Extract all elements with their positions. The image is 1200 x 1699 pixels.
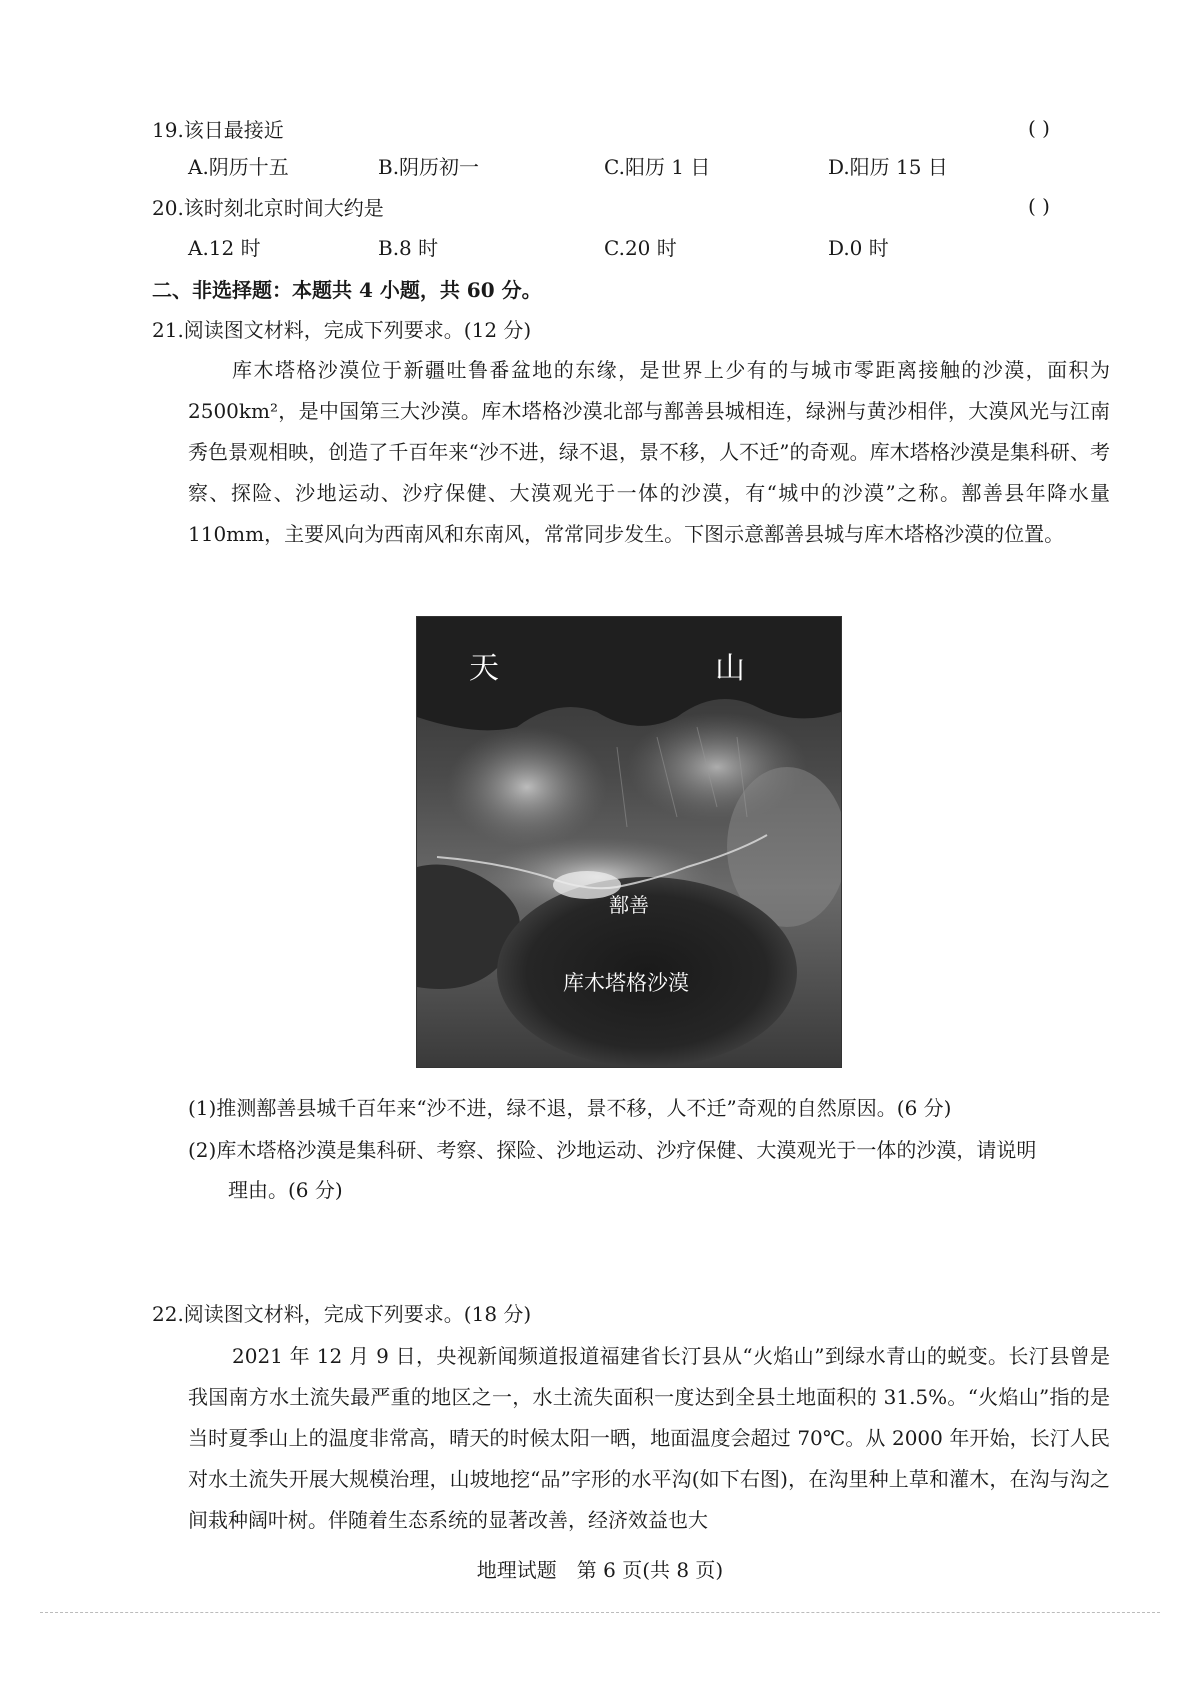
q20-option-a: A.12 时 — [188, 236, 261, 260]
q21-stem: 21.阅读图文材料，完成下列要求。(12 分) — [152, 318, 532, 342]
q20-option-b: B.8 时 — [378, 236, 439, 260]
page-footer: 地理试题 第 6 页(共 8 页) — [476, 1558, 724, 1582]
q19-option-b: B.阴历初一 — [378, 155, 480, 179]
satellite-map — [416, 616, 842, 1068]
q19-option-d: D.阳历 15 日 — [828, 155, 948, 179]
q19-option-a: A.阴历十五 — [188, 155, 289, 179]
q20-answer-bracket: ( ) — [1028, 194, 1050, 218]
q20-option-d: D.0 时 — [828, 236, 889, 260]
q21-sub-question-2: (2)库木塔格沙漠是集科研、考察、探险、沙地运动、沙疗保健、大漠观光于一体的沙漠，请说明 — [188, 1138, 1037, 1162]
map-label-shan: 山 — [715, 651, 745, 686]
q19-option-c: C.阳历 1 日 — [604, 155, 711, 179]
q21-material-text: 库木塔格沙漠位于新疆吐鲁番盆地的东缘，是世界上少有的与城市零距离接触的沙漠，面积为 2500km²，是中国第三大沙漠。库木塔格沙漠北部与鄯善县城相连，绿洲与黄沙相伴，大漠风光与江南秀色景观相映，创造了千百年来“沙不进，绿不退，景不移，人不迁”的奇观。库木塔格沙漠是集科研、考察、探险、沙地运动、沙疗保健、大漠观光于一体的沙漠，有“城中的沙漠”之称。鄯善县年降水量 110mm，主要风向为西南风和东南风，常常同步发生。下图示意鄯善县城与库木塔格沙漠的位置。 — [188, 358, 1110, 546]
footer-divider — [40, 1612, 1160, 1613]
q21-material — [188, 350, 1110, 555]
q22-stem: 22.阅读图文材料，完成下列要求。(18 分) — [152, 1302, 532, 1326]
q20-stem: 20.该时刻北京时间大约是 — [152, 196, 384, 220]
map-label-tian: 天 — [469, 651, 499, 686]
q19-stem: 19.该日最接近 — [152, 118, 284, 142]
q21-sub-question-2-cont: 理由。(6 分) — [228, 1178, 343, 1202]
map-label-shanshan: 鄯善 — [609, 893, 649, 917]
section-2-heading: 二、非选择题：本题共 4 小题，共 60 分。 — [152, 278, 542, 302]
q21-sub-question-1: (1)推测鄯善县城千百年来“沙不进，绿不退，景不移，人不迁”奇观的自然原因。(6 分) — [188, 1096, 952, 1120]
map-label-kumtag-desert: 库木塔格沙漠 — [563, 971, 689, 995]
q20-option-c: C.20 时 — [604, 236, 677, 260]
q22-material-text: 2021 年 12 月 9 日，央视新闻频道报道福建省长汀县从“火焰山”到绿水青山的蜕变。长汀县曾是我国南方水土流失最严重的地区之一，水土流失面积一度达到全县土地面积的 31.5%。“火焰山”指的是当时夏季山上的温度非常高，晴天的时候太阳一晒，地面温度会超过 70℃。从 2000 年开始，长汀人民对水土流失开展大规模治理，山坡地挖“品”字形的水平沟(如下右图)，在沟里种上草和灌木，在沟与沟之间栽种阔叶树。伴随着生态系统的显著改善，经济效益也大 — [188, 1344, 1110, 1532]
q19-answer-bracket: ( ) — [1028, 116, 1050, 140]
q22-material — [188, 1336, 1110, 1541]
